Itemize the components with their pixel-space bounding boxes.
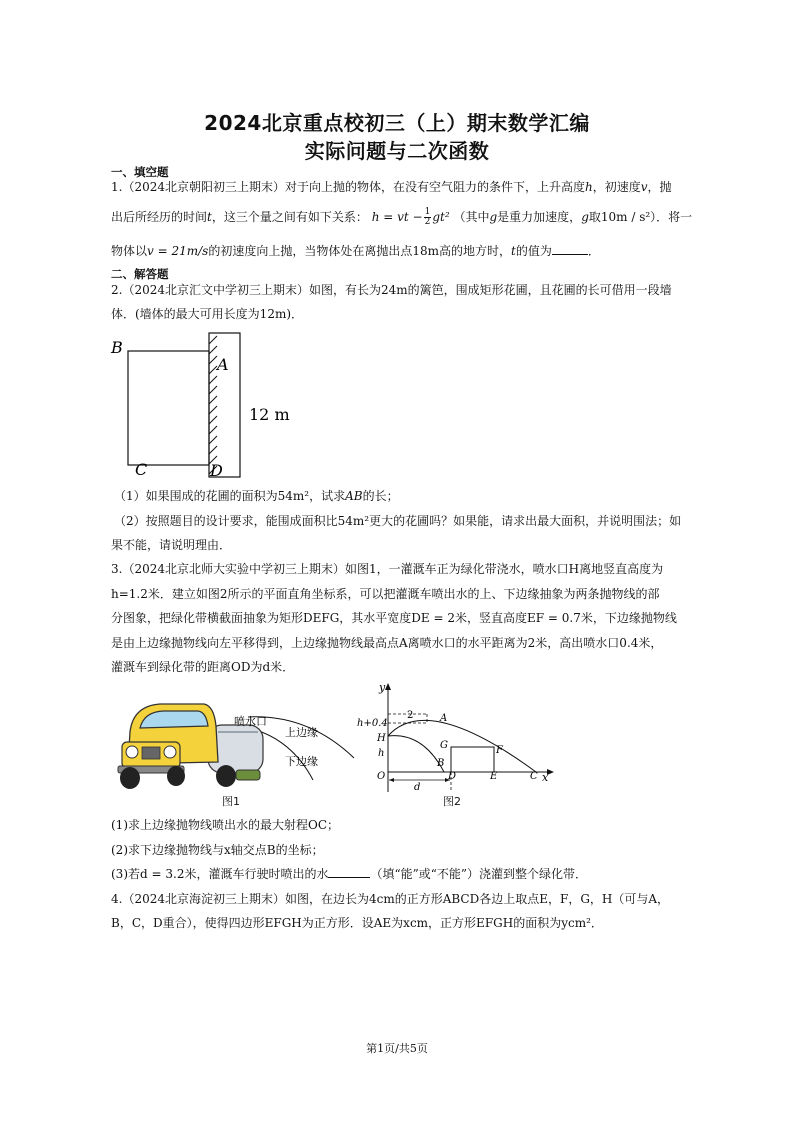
q3-answer-blank[interactable] [328, 866, 370, 878]
q4-line-1: 4.（2024北京海淀初三上期末）如图，在边长为4cm的正方形ABCD各边上取点E，F，G，H（可与A， [111, 892, 670, 906]
q1-line-2: 出后所经历的时间t，这三个量之间有如下关系： h = vt − $\frac{1}{2}$ gt² （其中g是重力加速度，g取10m / s²）．将一 [111, 207, 693, 227]
label-C: C [135, 460, 148, 479]
svg-text:h+0.4: h+0.4 [357, 718, 388, 729]
headlight-left [126, 746, 138, 758]
sprinkler-brush [236, 770, 260, 780]
wheel-front-right [167, 766, 185, 786]
headlight-right [164, 746, 176, 758]
q1-answer-blank[interactable] [552, 243, 588, 255]
upper-edge-label: 上边缘 [285, 726, 318, 739]
figure-1-caption: 图1 [222, 795, 240, 808]
q2-line-1: 2.（2024北京汇文中学初三上期末）如图，有长为24m的篱笆，围成矩形花圃，且花圃的长可借用一段墙 [111, 283, 672, 297]
label-D: D [210, 461, 223, 480]
lower-edge-label: 下边缘 [285, 755, 318, 768]
svg-text:D: D [448, 771, 457, 782]
q3-part-3: (3)若d = 3.2米，灌溉车行驶时喷出的水 （填“能”或“不能”）浇灌到整个绿化带． [111, 867, 587, 881]
page-subtitle: 实际问题与二次函数 [304, 139, 490, 163]
page-number: 第1页/共5页 [366, 1042, 428, 1055]
q3-figure-2-coordinates [355, 680, 555, 800]
q2-part-2-line-1: （2）按照题目的设计要求，能围成面积比54m²更大的花圃吗？如果能，请求出最大面积，并说明围法；如 [114, 514, 682, 528]
q3-line-5: 灌溉车到绿化带的距离OD为d米． [111, 660, 295, 674]
wheel-rear [216, 765, 236, 787]
q3-line-1: 3.（2024北京北师大实验中学初三上期末）如图1，一灌溉车正为绿化带浇水，喷水口H离地竖直高度为 [111, 562, 664, 576]
svg-text:O: O [377, 771, 386, 782]
label-A: A [217, 355, 229, 374]
garden-rectangle [128, 351, 209, 465]
grille [142, 747, 160, 759]
svg-text:H: H [377, 733, 386, 744]
q3-part-2: (2)求下边缘抛物线与x轴交点B的坐标； [111, 843, 324, 857]
q1-formula: h = vt − [371, 210, 423, 224]
q1-line-1: 1.（2024北京朝阳初三上期末）对于向上抛的物体，在没有空气阻力的条件下，上升高度h，初速度v，抛 [111, 180, 672, 194]
q1-fraction: $\frac{1}{2}$ [424, 207, 431, 227]
q4-line-2: B，C，D重合），使得四边形EFGH为正方形．设AE为xcm，正方形EFGH的面积为ycm²． [111, 916, 603, 930]
nozzle-label: 喷水口 [234, 715, 267, 728]
label-B: B [111, 338, 123, 357]
green-belt-rectangle [451, 747, 494, 772]
wheel-front-left [120, 767, 140, 789]
svg-text:C: C [530, 771, 538, 782]
svg-text:d: d [414, 782, 421, 793]
section-heading-solve: 二、解答题 [111, 267, 169, 281]
q3-line-4: 是由上边缘抛物线向左平移得到，上边缘抛物线最高点A离喷水口的水平距离为2米，高出喷水口0.4米， [111, 636, 663, 650]
svg-text:F: F [496, 745, 503, 756]
svg-text:y: y [379, 681, 386, 694]
q3-line-2: h=1.2米．建立如图2所示的平面直角坐标系，可以把灌溉车喷出水的上、下边缘抽象为两条抛物线的部 [111, 587, 660, 601]
svg-text:h: h [378, 748, 385, 759]
q2-part-1: （1）如果围成的花圃的面积为54m²，试求AB的长； [114, 489, 399, 503]
q2-garden-figure [104, 330, 304, 480]
svg-text:G: G [440, 740, 448, 751]
q2-part-2-line-2: 果不能，请说明理由． [111, 538, 232, 552]
q1-line-3: 物体以v = 21m/s的初速度向上抛，当物体处在离抛出点18m高的地方时，t的值为 ． [111, 244, 600, 258]
svg-text:2: 2 [407, 710, 414, 721]
figure-2-caption: 图2 [443, 795, 461, 808]
upper-parabola [388, 720, 536, 772]
windshield [140, 711, 208, 728]
q3-part-1: (1)求上边缘抛物线喷出水的最大射程OC； [111, 818, 340, 832]
section-heading-fill-in: 一、填空题 [111, 165, 169, 179]
svg-text:B: B [437, 758, 445, 769]
svg-text:A: A [440, 713, 448, 724]
wall-length-label: 12 m [249, 405, 290, 424]
q2-line-2: 体．(墙体的最大可用长度为12m)． [111, 307, 304, 321]
svg-text:E: E [490, 771, 498, 782]
q3-line-3: 分图象，把绿化带横截面抽象为矩形DEFG，其水平宽度DE = 2米，竖直高度EF = 0.7米，下边缘抛物线 [111, 611, 677, 625]
page-title: 2024北京重点校初三（上）期末数学汇编 [204, 111, 590, 135]
wall-hatching [209, 336, 217, 474]
svg-text:x: x [542, 771, 549, 784]
lower-parabola [388, 736, 444, 772]
